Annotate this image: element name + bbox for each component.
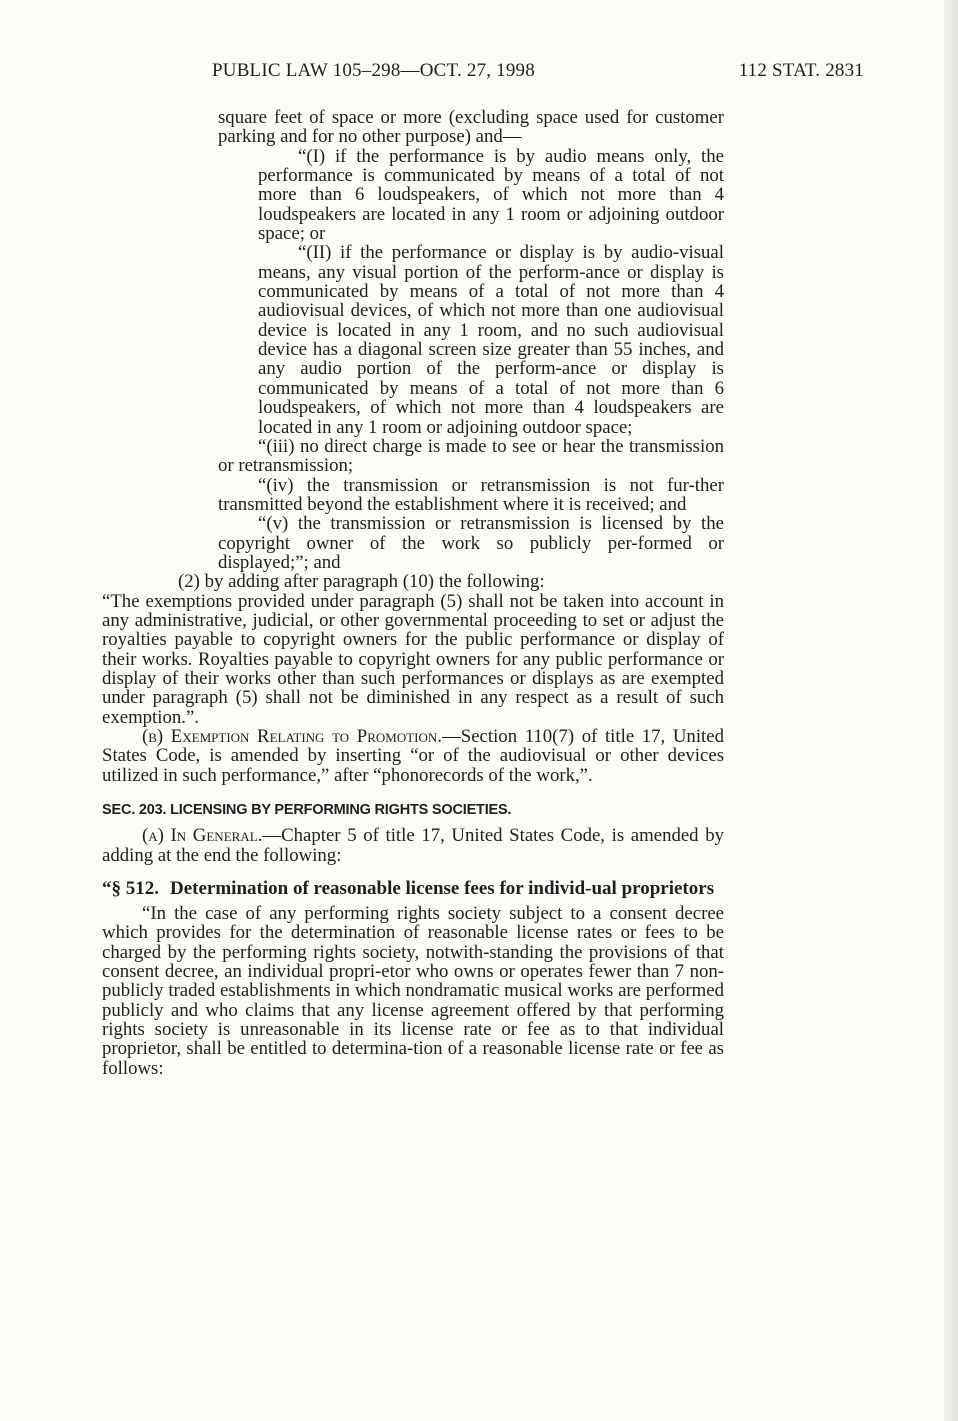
subclause-II: “(II) if the performance or display is by audio-visual means, any visual portion of the perform-ance or display is communicated by means of a total of not more than 4 audiovisual devices, of which not more than one audiovisual device is located in any 1 room, and no such audiovisual device has a diagonal screen size greater than 55 inches, and any audio portion of the perform-ance or display is communicated by means of a total of not more than 6 loudspeakers, of which not more than 4 loudspeakers are located in any 1 room or adjoining outdoor space; [258,242,724,438]
exemptions-quoted-text: “The exemptions provided under paragraph (5) shall not be taken into account in any administrative, judicial, or other governmental proceeding to set or adjust the royalties payable to copyright owners for the public performance or display of their works. Royalties payable to copyright owners for any public performance or display of their works other than such performances or displays as are exempted under paragraph (5) shall not be diminished in any respect as a result of such exemption.”. [102,590,724,728]
scan-edge-shadow [944,0,958,1421]
section-512-number: “§ 512. [102,878,159,900]
subsection-b [102,727,724,785]
paragraph-2-amendment: (2) by adding after paragraph (10) the following: [178,571,545,593]
subsection-b-label: (b) Exemption Relating to Promotion. [142,726,442,747]
page-header [102,60,864,88]
section-512-body: “In the case of any performing rights society subject to a consent decree which provides for the determination of reasonable license rates or fees to be charged by the performing rights society, notwith-standing the provisions of that consent decree, an individual propri-etor who owns or operates fewer than 7 non-publicly traded establishments in which nondramatic musical works are performed publicly and who claims that any license agreement offered by that performing rights society is unreasonable in its license rate or fee as to that individual proprietor, shall be entitled to determina-tion of a reasonable license rate or fee as follows: [102,903,724,1079]
subsection-b-text: —Section 110(7) of title 17, United States Code, is amended by inserting “or of the audiovisual or other devices utilized in such performance,” after “phonorecords of the work,”. [102,726,724,786]
clause-iii: “(iii) no direct charge is made to see or hear the transmission or retransmission; [218,435,724,477]
header-stat-page: 112 STAT. 2831 [738,60,864,81]
clause-iv: “(iv) the transmission or retransmission is not fur-ther transmitted beyond the establishment where it is received; and [218,474,724,515]
subsection-a [102,826,724,865]
section-512-title [102,879,724,898]
paragraph-continued-clause: square feet of space or more (excluding space used for customer parking and for no other purpose) and— [218,107,724,148]
subclause-I: “(I) if the performance is by audio means only, the performance is communicated by means of a total of not more than 6 loudspeakers, of which not more than 4 loudspeakers are located in any 1 room or adjoining outdoor space; or [258,145,724,245]
subsection-a-label: (a) In General. [142,825,263,847]
clause-v: “(v) the transmission or retransmission is licensed by the copyright owner of the work so publicly per-formed or displayed;”; and [218,513,724,573]
section-512-caption: Determination of reasonable license fees for individ-ual proprietors [170,878,715,900]
subsection-a-text: —Chapter 5 of title 17, United States Code, is amended by adding at the end the following: [102,825,724,866]
section-heading: SEC. 203. LICENSING BY PERFORMING RIGHTS SOCIETIES. [102,802,512,819]
header-law-citation: PUBLIC LAW 105–298—OCT. 27, 1998 [212,60,535,81]
page-body [102,108,724,1078]
